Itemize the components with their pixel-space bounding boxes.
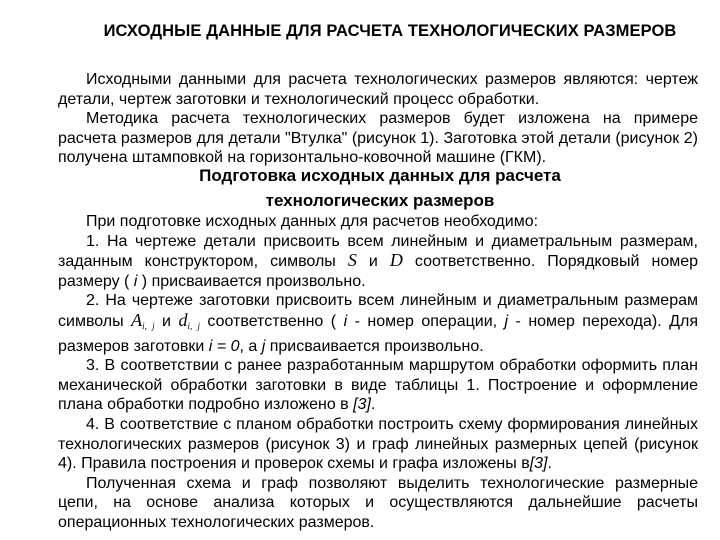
symbol-a: A bbox=[131, 309, 143, 330]
symbol-s: S bbox=[347, 250, 357, 271]
step-4-paragraph: 4. В соответствие с планом обработки построить схему формирования линейных технологических размеров (рисунок 3) и граф линейных размерных цепей (рисунок 4). Правила построения и проверок схемы и графа изложены в[3]. bbox=[58, 415, 698, 473]
step-1-paragraph: 1. На чертеже детали присвоить всем линейным и диаметральным размерам, заданным конструктором, символы S и D соответственно. Порядковый номер размеру ( i ) присваивается произвольно. bbox=[58, 232, 699, 290]
intro-block bbox=[58, 70, 698, 168]
reference-3: [3] bbox=[353, 396, 371, 414]
symbol-d: D bbox=[389, 250, 403, 271]
step-3-paragraph: 3. В соответствии с ранее разработанным маршрутом обработки оформить план механической обработки заготовки в виде таблицы 1. Построение и оформление плана обработки подробно изложено в [3]. bbox=[58, 357, 698, 414]
slide-title: ИСХОДНЫЕ ДАННЫЕ ДЛЯ РАСЧЕТА ТЕХНОЛОГИЧЕСКИХ РАЗМЕРОВ bbox=[103, 22, 677, 40]
section-subheading: Подготовка исходных данных для расчета технологических размеров bbox=[199, 166, 561, 210]
reference-3b: [3] bbox=[529, 455, 548, 473]
body-block bbox=[58, 212, 698, 533]
step-2-paragraph: 2. На чертеже заготовки присвоить всем линейным и диаметральным размерам символы $A_{i, j}$ и $d_{i, j}$ соответственно ( i - номер операции, j - номер перехода). Для размеров заготовки i = 0, а j присваивается произвольно. bbox=[58, 292, 698, 355]
closing-paragraph: Полученная схема и граф позволяют выделить технологические размерные цепи, на основе анализа которых и осуществляются дальнейшие расчеты операционных технологических размеров. bbox=[58, 474, 698, 531]
lead-paragraph: При подготовке исходных данных для расчетов необходимо: bbox=[86, 213, 539, 230]
intro-paragraph-1: Исходными данными для расчета технологических размеров являются: чертеж детали, чертеж заготовки и технологический процесс обработки. bbox=[58, 71, 698, 108]
symbol-d-small: d bbox=[178, 309, 188, 330]
intro-paragraph-2: Методика расчета технологических размеров будет изложена на примере расчета размеров для детали "Втулка" (рисунок 1). Заготовка этой детали (рисунок 2) получена штамповкой на горизонтально-ковочной машине (ГКМ). bbox=[58, 110, 698, 167]
